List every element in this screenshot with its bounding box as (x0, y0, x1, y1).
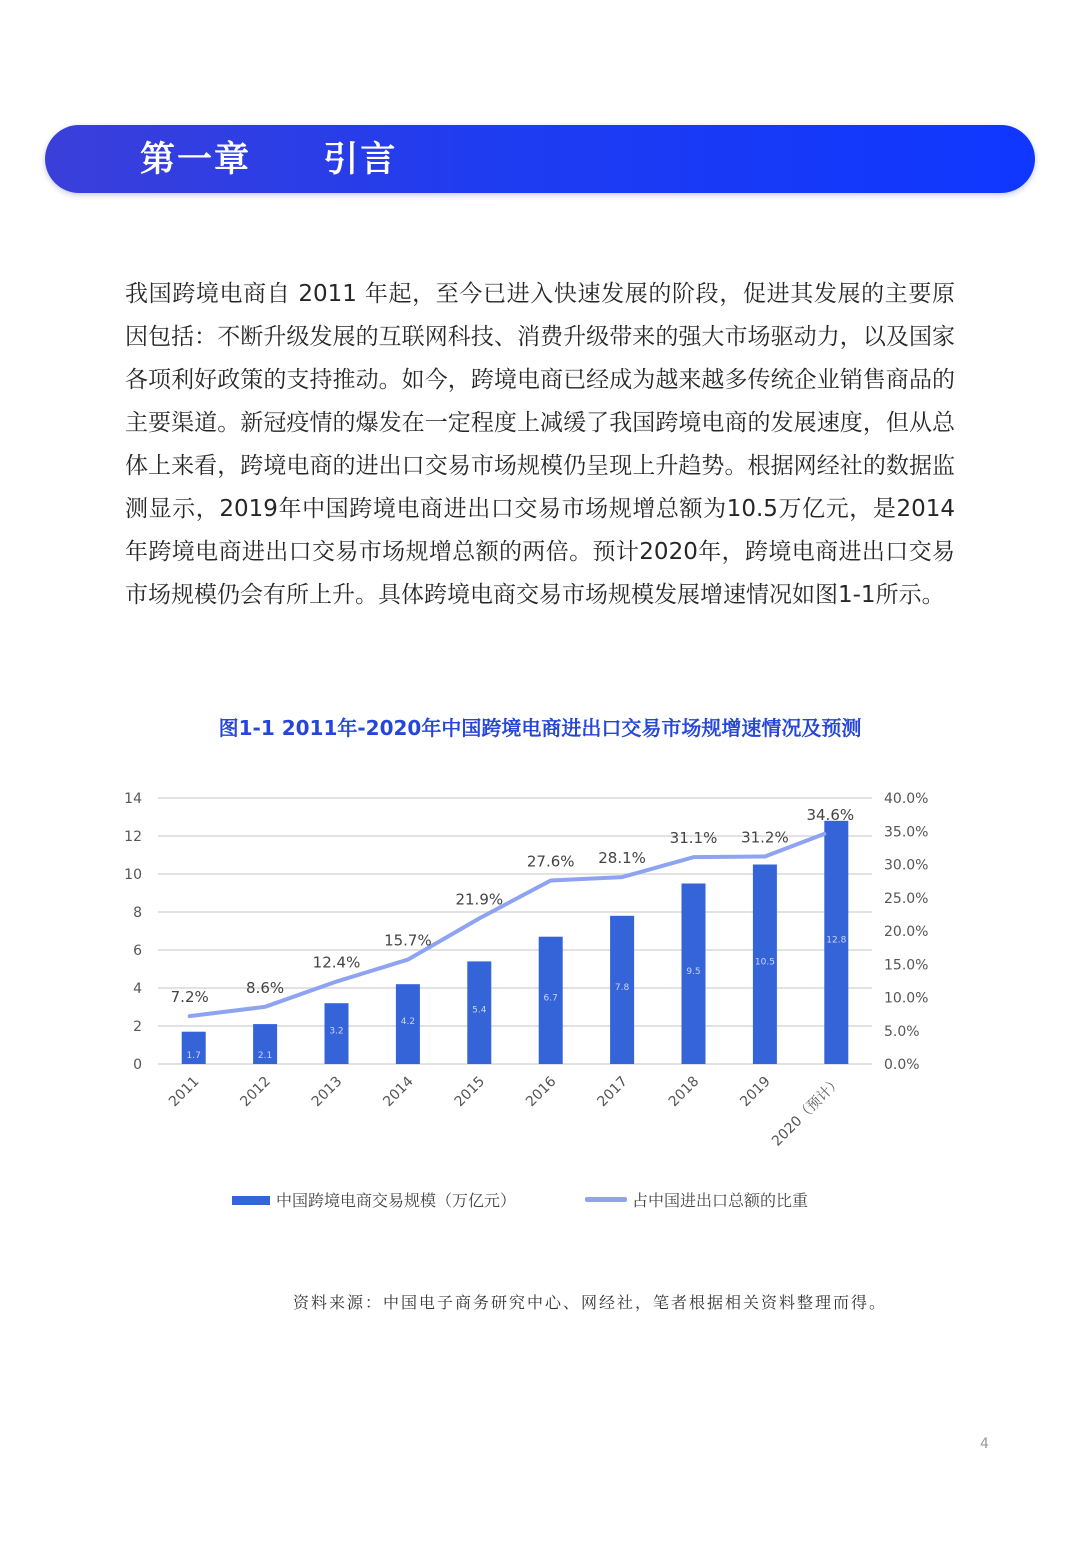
x-tick-label: 2020（预计） (769, 1073, 846, 1150)
x-tick-label: 2014 (380, 1073, 417, 1111)
bar-value-label: 6.7 (543, 993, 558, 1004)
x-tick-label: 2012 (237, 1073, 274, 1111)
line-point (692, 856, 695, 859)
right-tick-label: 15.0% (884, 957, 929, 974)
x-tick-label: 2013 (308, 1073, 346, 1111)
line-value-label: 15.7% (384, 931, 432, 950)
line-value-label: 7.2% (170, 988, 209, 1007)
line-value-label: 31.2% (741, 828, 789, 847)
x-tick-label: 2019 (737, 1073, 774, 1111)
right-tick-label: 5.0% (884, 1023, 920, 1040)
x-tick-label: 2017 (594, 1073, 631, 1111)
bar-value-label: 4.2 (400, 1017, 416, 1028)
legend-bar-swatch (232, 1196, 270, 1205)
chapter-title: 第一章 引言 (140, 140, 398, 180)
left-tick-label: 4 (133, 981, 142, 997)
x-tick-label: 2011 (166, 1073, 203, 1111)
line-point (549, 879, 552, 882)
ratio-line (190, 834, 825, 1016)
body-paragraph: 我国跨境电商自 2011 年起，至今已进入快速发展的阶段，促进其发展的主要原因包括：不断升级发展的互联网科技、消费升级带来的强大市场驱动力，以及国家各项利好政策的支持推动。如今，跨境电商已经成为越来越多传统企业销售商品的主要渠道。新冠疫情的爆发在一定程度上减缓了我国跨境电商的发展速度，但从总体上来看，跨境电商的进出口交易市场规模仍呈现上升趋势。根据网经社的数据监测显示，2019年中国跨境电商进出口交易市场规增总额为10.5万亿元，是2014年跨境电商进出口交易市场规增总额的两倍。预计2020年，跨境电商进出口交易市场规模仍会有所上升。具体跨境电商交易市场规模发展增速情况如图1-1所示。 (125, 281, 955, 608)
bar-value-label: 9.5 (686, 966, 701, 977)
right-tick-label: 0.0% (884, 1057, 920, 1073)
left-tick-label: 0 (133, 1057, 142, 1073)
line-point (478, 917, 481, 920)
chart-title: 图1-1 2011年-2020年中国跨境电商进出口交易市场规增速情况及预测 (218, 716, 862, 740)
source-note: 资料来源：中国电子商务研究中心、网经社，笔者根据相关资料整理而得。 (293, 1293, 888, 1312)
bar-value-label: 12.8 (826, 935, 847, 946)
line-value-label: 34.6% (806, 805, 855, 824)
line-point (406, 958, 409, 961)
right-tick-label: 10.0% (884, 990, 929, 1007)
line-value-label: 28.1% (598, 849, 646, 868)
left-tick-label: 10 (124, 867, 142, 883)
line-point (823, 832, 826, 835)
combo-chart (0, 770, 1080, 1170)
legend-bar-label: 中国跨境电商交易规模（万亿元） (276, 1191, 517, 1210)
line-point (188, 1015, 191, 1018)
right-tick-label: 20.0% (884, 924, 929, 940)
line-point (763, 855, 766, 858)
bar-value-label: 7.8 (614, 982, 630, 993)
line-value-label: 21.9% (455, 890, 504, 909)
right-tick-label: 25.0% (884, 890, 929, 907)
line-value-label: 12.4% (312, 953, 361, 972)
legend-line-swatch (585, 1197, 627, 1202)
x-tick-label: 2015 (451, 1073, 489, 1111)
left-tick-label: 8 (133, 905, 142, 921)
bar-value-label: 2.1 (257, 1051, 273, 1061)
line-point (264, 1005, 267, 1008)
left-tick-label: 14 (124, 791, 142, 807)
right-tick-label: 35.0% (884, 824, 929, 841)
left-tick-label: 6 (133, 943, 142, 959)
line-value-label: 8.6% (246, 978, 285, 997)
left-tick-label: 2 (133, 1019, 142, 1035)
line-value-label: 31.1% (669, 829, 718, 848)
line-point (621, 876, 624, 879)
line-value-label: 27.6% (526, 852, 575, 871)
right-tick-label: 30.0% (884, 857, 929, 874)
x-tick-label: 2016 (523, 1073, 560, 1111)
bar-value-label: 1.7 (186, 1051, 201, 1061)
bar-value-label: 3.2 (329, 1026, 344, 1037)
left-tick-label: 12 (124, 829, 142, 845)
line-point (335, 980, 338, 983)
page-number: 4 (980, 1436, 989, 1452)
bar-value-label: 10.5 (754, 957, 775, 968)
x-tick-label: 2018 (665, 1073, 703, 1111)
right-tick-label: 40.0% (884, 791, 929, 807)
legend-line-label: 占中国进出口总额的比重 (632, 1191, 809, 1210)
bar-value-label: 5.4 (472, 1005, 487, 1016)
